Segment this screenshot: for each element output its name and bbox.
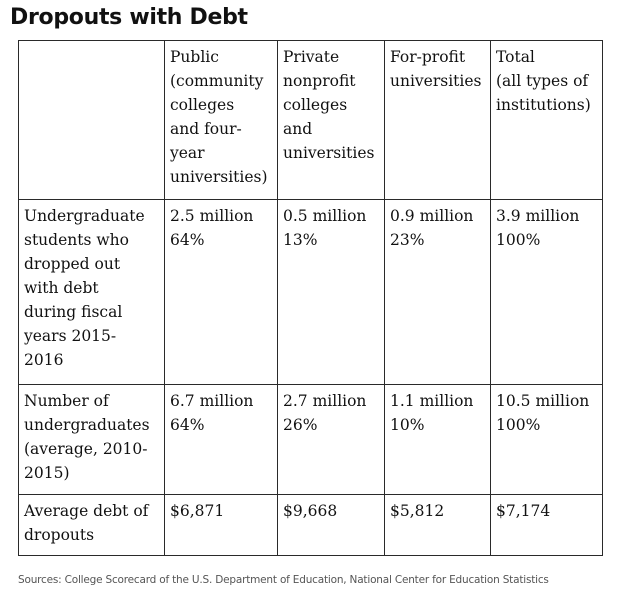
table-cell	[385, 200, 491, 385]
header-text-line: colleges	[170, 96, 235, 114]
header-text-line: institutions)	[496, 96, 591, 114]
header-text-line: Public	[170, 48, 219, 66]
table-cell	[491, 495, 603, 556]
row-label-line: during fiscal	[24, 303, 123, 321]
cell-value: 1.1 million	[390, 392, 474, 410]
header-text-line: universities	[283, 144, 375, 162]
header-text-line: For-profit	[390, 48, 466, 66]
table-cell	[165, 385, 278, 495]
cell-percent: 64%	[170, 416, 205, 434]
table-header-row	[19, 41, 603, 200]
header-cell-private-nonprofit	[278, 41, 385, 200]
table-cell	[385, 495, 491, 556]
source-note: Sources: College Scorecard of the U.S. Department of Education, National Center for Education Statistics	[18, 574, 549, 586]
header-text-line: and four-	[170, 120, 242, 138]
dropouts-debt-table	[18, 40, 603, 556]
row-label-line: undergraduates	[24, 416, 150, 434]
header-text-line: Private	[283, 48, 340, 66]
row-label-line: dropped out	[24, 255, 121, 273]
table-cell	[491, 200, 603, 385]
header-cell-total	[491, 41, 603, 200]
header-text-line: universities)	[170, 168, 268, 186]
cell-percent: 10%	[390, 416, 425, 434]
cell-percent: 26%	[283, 416, 318, 434]
cell-value: 3.9 million	[496, 207, 580, 225]
table-cell	[278, 495, 385, 556]
header-text-line: Total	[496, 48, 535, 66]
row-label-line: Number of	[24, 392, 109, 410]
table-row	[19, 385, 603, 495]
header-text-line: nonprofit	[283, 72, 356, 90]
page-title: Dropouts with Debt	[10, 5, 248, 30]
cell-value: 10.5 million	[496, 392, 590, 410]
header-cell-public	[165, 41, 278, 200]
table-cell	[278, 385, 385, 495]
header-text-line: colleges	[283, 96, 348, 114]
row-label-number-of-undergraduates	[19, 385, 165, 495]
cell-value: 0.9 million	[390, 207, 474, 225]
header-text-line: (all types of	[496, 72, 589, 90]
row-label-line: students who	[24, 231, 129, 249]
row-label-line: years 2015-	[24, 327, 117, 345]
table-cell	[165, 200, 278, 385]
header-text-line: year	[170, 144, 205, 162]
header-text-line: and	[283, 120, 313, 138]
cell-value: $7,174	[496, 502, 551, 520]
row-label-line: Undergraduate	[24, 207, 145, 225]
row-label-dropouts-with-debt	[19, 200, 165, 385]
cell-percent: 64%	[170, 231, 205, 249]
row-label-line: with debt	[24, 279, 99, 297]
table-cell	[491, 385, 603, 495]
cell-value: $6,871	[170, 502, 225, 520]
cell-percent: 100%	[496, 231, 541, 249]
row-label-line: dropouts	[24, 526, 95, 544]
row-label-line: 2016	[24, 351, 64, 369]
header-text-line: universities	[390, 72, 482, 90]
table-cell	[278, 200, 385, 385]
table-cell	[165, 495, 278, 556]
header-cell-for-profit	[385, 41, 491, 200]
cell-percent: 23%	[390, 231, 425, 249]
header-cell-empty	[19, 41, 165, 200]
cell-value: 6.7 million	[170, 392, 254, 410]
cell-value: 2.5 million	[170, 207, 254, 225]
table-cell	[385, 385, 491, 495]
cell-percent: 13%	[283, 231, 318, 249]
cell-value: 2.7 million	[283, 392, 367, 410]
row-label-line: (average, 2010-	[24, 440, 148, 458]
header-text-line: (community	[170, 72, 264, 90]
row-label-line: 2015)	[24, 464, 70, 482]
cell-value: $9,668	[283, 502, 338, 520]
table-row	[19, 200, 603, 385]
cell-value: 0.5 million	[283, 207, 367, 225]
row-label-line: Average debt of	[24, 502, 149, 520]
cell-percent: 100%	[496, 416, 541, 434]
table-row	[19, 495, 603, 556]
cell-value: $5,812	[390, 502, 445, 520]
row-label-average-debt	[19, 495, 165, 556]
